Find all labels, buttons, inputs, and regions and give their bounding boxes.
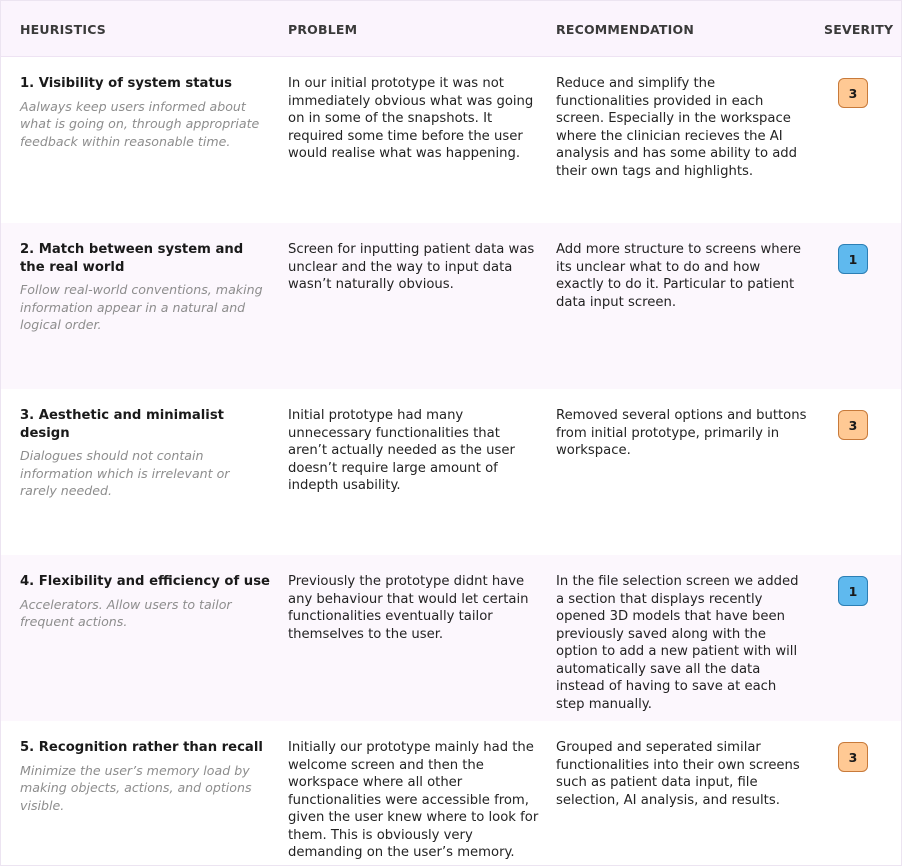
table-row [1,389,901,555]
heuristic-description: Follow real-world conventions, making information appear in a natural and logical order. [20,282,263,332]
problem-cell: Screen for inputting patient data was unclear and the way to input data wasn’t naturally obvious. [288,242,535,292]
heuristic-title: 5. Recognition rather than recall [20,740,263,755]
problem-cell: In our initial prototype it was not immediately obvious what was going on in some of the snapshots. It required some time before the user would realise what was happening. [288,76,534,161]
table-header [1,1,901,57]
severity-badge: 1 [838,244,868,274]
recommendation-cell: Reduce and simplify the functionalities provided in each screen. Especially in the workspace where the clinician recieves the AI analysis and has some ability to add their own tags and highlights. [556,76,798,179]
table-row [1,57,901,223]
heuristic-title: 4. Flexibility and efficiency of use [20,574,270,589]
heuristic-description: Accelerators. Allow users to tailor frequent actions. [20,596,232,629]
table-row [1,223,901,389]
heuristic-cell [20,573,270,631]
heuristic-cell [20,75,270,150]
heuristic-description: Aalways keep users informed about what is going on, through appropriate feedback within reasonable time. [20,98,260,149]
recommendation-cell: Removed several options and buttons from initial prototype, primarily in workspace. [556,408,807,458]
recommendation-cell: In the file selection screen we added a section that displays recently opened 3D models that have been previously saved along with the option to add a new patient with will automatically save all the data instead of having to save at each step manually. [556,574,799,712]
header-heuristics: HEURISTICS [20,22,107,37]
severity-badge: 1 [838,576,868,606]
table-row [1,721,901,867]
header-recommendation: RECOMMENDATION [556,22,694,37]
heuristic-title: 1. Visibility of system status [20,76,232,91]
header-severity: SEVERITY [824,22,894,37]
heuristic-description: Dialogues should not contain information which is irrelevant or rarely needed. [20,448,230,498]
header-problem: PROBLEM [288,22,358,37]
table-row [1,555,901,721]
heuristic-description: Minimize the user’s memory load by making objects, actions, and options visible. [20,762,252,813]
recommendation-cell: Add more structure to screens where its unclear what to do and how exactly to do it. Particular to patient data input screen. [556,242,801,310]
severity-badge: 3 [838,742,868,772]
problem-cell: Previously the prototype didnt have any behaviour that would let certain functionalities eventually tailor themselves to the user. [288,574,529,642]
heuristic-cell [20,241,270,334]
problem-cell: Initial prototype had many unnecessary functionalities that aren’t actually needed as the user doesn’t require large amount of indepth usability. [288,408,515,493]
heuristic-title: 2. Match between system and the real world [20,242,244,275]
heuristic-cell [20,407,270,500]
problem-cell: Initially our prototype mainly had the welcome screen and then the workspace where all other functionalities were accessible from, given the user knew where to look for them. This is obviously very demanding on the user’s memory. [288,740,539,860]
heuristic-title: 3. Aesthetic and minimalist design [20,408,224,441]
severity-badge: 3 [838,410,868,440]
severity-badge: 3 [838,78,868,108]
recommendation-cell: Grouped and seperated similar functionalities into their own screens such as patient data input, file selection, AI analysis, and results. [556,740,800,808]
heuristic-cell [20,739,270,814]
